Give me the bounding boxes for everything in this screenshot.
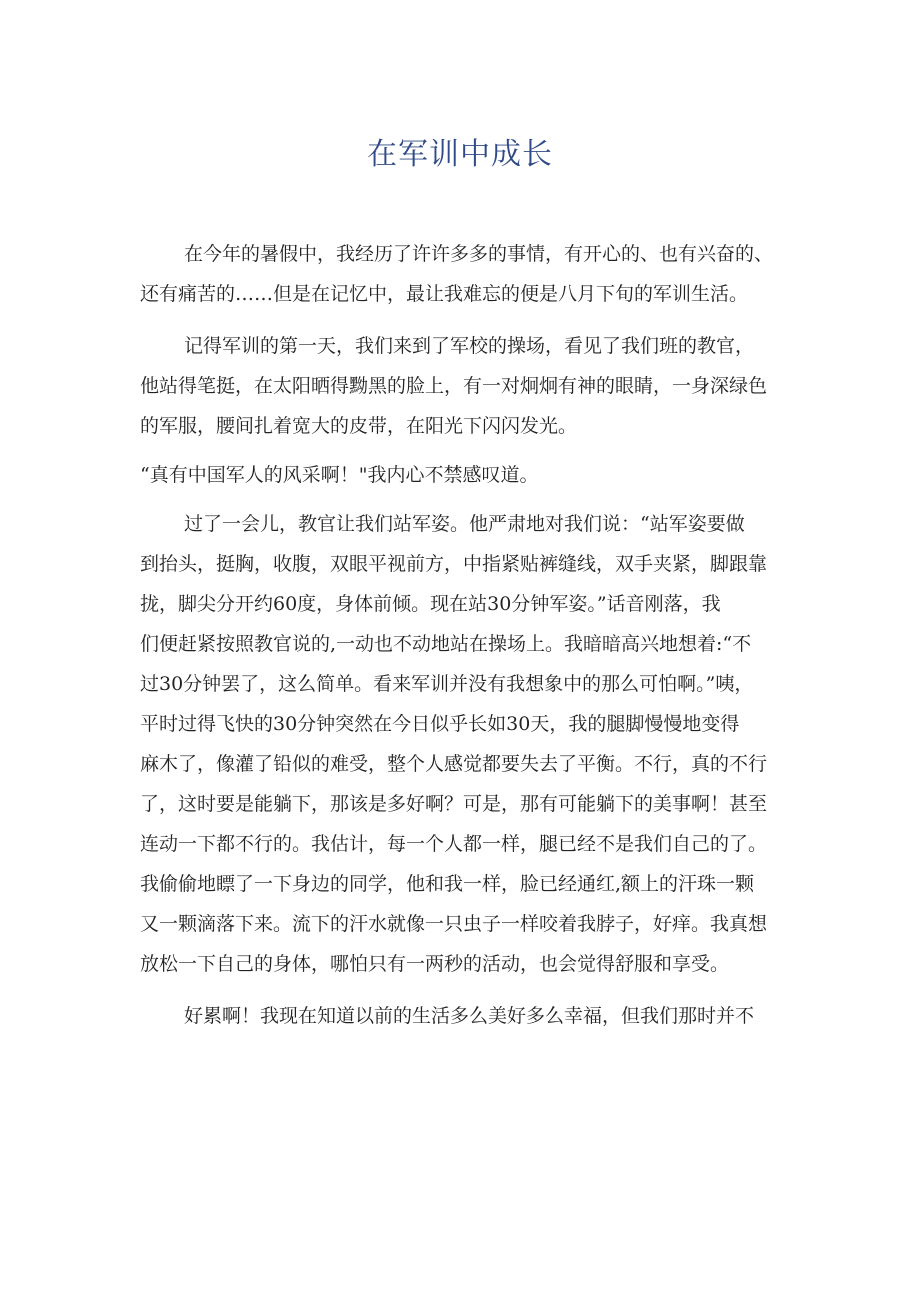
document-body — [140, 234, 800, 1036]
paragraph-1 — [140, 234, 800, 314]
text-line: 又一颗滴落下来。流下的汗水就像一只虫子一样咬着我脖子，好痒。我真想 — [140, 913, 768, 935]
text-line: 们便赶紧按照教官说的,一动也不动地站在操场上。我暗暗高兴地想着:“不 — [140, 633, 752, 655]
text-line: 麻木了，像灌了铅似的难受，整个人感觉都要失去了平衡。不行，真的不行 — [140, 753, 768, 775]
text-line: 连动一下都不行的。我估计，每一个人都一样，腿已经不是我们自己的了。 — [140, 833, 768, 855]
text-line: 过30分钟罢了，这么简单。看来军训并没有我想象中的那么可怕啊。”咦， — [140, 673, 754, 695]
text-line: 还有痛苦的……但是在记忆中，最让我难忘的便是八月下旬的军训生活。 — [140, 283, 749, 305]
text-line: 他站得笔挺，在太阳晒得黝黑的脸上，有一对炯炯有神的眼睛，一身深绿色 — [140, 375, 768, 397]
text-line: 好累啊！我现在知道以前的生活多么美好多么幸福，但我们那时并不 — [184, 1005, 755, 1027]
text-line: 我偷偷地瞟了一下身边的同学，他和我一样，脸已经通红,额上的汗珠一颗 — [140, 873, 755, 895]
text-line: 记得军训的第一天，我们来到了军校的操场，看见了我们班的教官， — [184, 335, 755, 357]
text-line: 平时过得飞快的30分钟突然在今日似乎长如30天，我的腿脚慢慢地变得 — [140, 713, 740, 735]
document-title: 在军训中成长 — [367, 137, 553, 172]
text-line: 放松一下自己的身体，哪怕只有一两秒的活动，也会觉得舒服和享受。 — [140, 953, 730, 975]
paragraph-5 — [140, 996, 800, 1036]
text-line: “真有中国军人的风采啊！"我内心不禁感叹道。 — [140, 464, 539, 486]
text-line: 拢，脚尖分开约60度，身体前倾。现在站30分钟军姿。”话音刚落，我 — [140, 593, 721, 615]
paragraph-3 — [140, 455, 800, 495]
paragraph-4 — [140, 504, 800, 984]
text-line: 在今年的暑假中，我经历了许许多多的事情，有开心的、也有兴奋的、 — [184, 243, 774, 265]
text-line: 的军服，腰间扎着宽大的皮带，在阳光下闪闪发光。 — [140, 415, 578, 437]
text-line: 过了一会儿，教官让我们站军姿。他严肃地对我们说：“站军姿要做 — [184, 513, 745, 535]
text-line: 了，这时要是能躺下，那该是多好啊？可是，那有可能躺下的美事啊！甚至 — [140, 793, 768, 815]
text-line: 到抬头，挺胸，收腹，双眼平视前方，中指紧贴裤缝线，双手夹紧，脚跟靠 — [140, 553, 768, 575]
paragraph-2 — [140, 326, 800, 446]
